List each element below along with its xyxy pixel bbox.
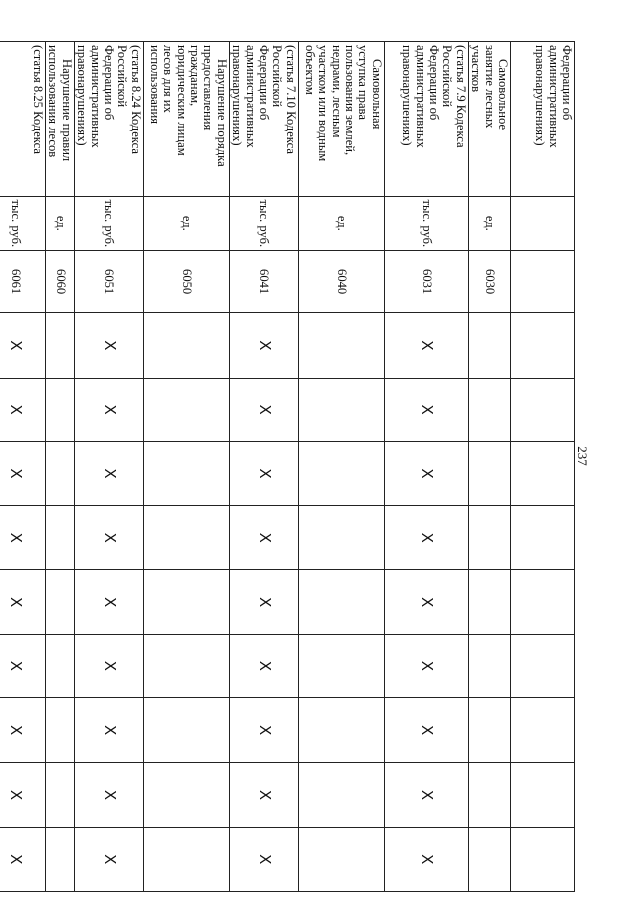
empty-cell: [45, 570, 74, 634]
x-mark-cell: [0, 441, 45, 505]
description-line: правонарушениях): [230, 45, 245, 146]
indicator-description: [511, 42, 575, 197]
empty-cell: [298, 570, 384, 634]
cell-value: X: [100, 404, 119, 415]
x-mark-cell: [74, 763, 143, 827]
cell-value: X: [418, 660, 437, 672]
table-row: [468, 42, 510, 892]
x-mark-cell: [384, 634, 468, 697]
x-mark-cell: [74, 378, 143, 441]
cell-value: X: [418, 596, 437, 608]
empty-cell: [143, 634, 229, 697]
description-line: гражданам,: [187, 45, 202, 107]
empty-cell: [468, 570, 510, 634]
empty-cell: [298, 313, 384, 378]
cell-value: X: [100, 532, 119, 543]
cell-value: X: [7, 404, 26, 415]
x-mark-cell: [384, 313, 468, 378]
description-line: (статья 7.10 Кодекса: [283, 45, 298, 154]
description-line: Федерации об: [426, 45, 441, 121]
empty-cell: [468, 441, 510, 505]
table-row: [143, 42, 229, 892]
description-line: Нарушение порядка: [214, 59, 229, 167]
empty-cell: [143, 698, 229, 763]
empty-cell: [298, 698, 384, 763]
x-mark-cell: [0, 634, 45, 697]
x-mark-cell: [384, 698, 468, 763]
x-mark-cell: [229, 441, 298, 505]
cell-value: X: [100, 468, 119, 479]
cell-value: X: [7, 854, 26, 865]
cell-value: X: [100, 660, 119, 672]
cell-value: X: [100, 596, 119, 608]
x-mark-cell: [0, 698, 45, 763]
x-mark-cell: [74, 313, 143, 378]
empty-cell: [468, 378, 510, 441]
description-line: Российской: [115, 45, 130, 108]
empty-cell: [511, 506, 575, 570]
cell-value: X: [100, 854, 119, 865]
empty-cell: [45, 763, 74, 827]
cell-value: X: [255, 596, 274, 608]
cell-value: X: [418, 725, 437, 736]
x-mark-cell: [384, 506, 468, 570]
cell-value: X: [7, 468, 26, 479]
x-mark-cell: [229, 763, 298, 827]
x-mark-cell: [229, 570, 298, 634]
page-number: 237: [575, 446, 590, 466]
description-line: правонарушениях): [533, 45, 548, 146]
x-mark-cell: [229, 313, 298, 378]
description-line: Федерации об: [101, 45, 116, 121]
empty-cell: [45, 506, 74, 570]
description-line: пользования землей,: [342, 45, 357, 156]
cell-value: X: [100, 340, 119, 351]
description-line: занятие лесных: [482, 45, 497, 129]
cell-value: X: [7, 660, 26, 672]
cell-value: X: [418, 532, 437, 543]
description-line: Федерации об: [256, 45, 271, 121]
description-line: использования лесов: [46, 45, 61, 158]
empty-cell: [511, 378, 575, 441]
cell-value: X: [418, 404, 437, 415]
x-mark-cell: [384, 378, 468, 441]
empty-cell: [45, 827, 74, 891]
statistics-table: [0, 41, 575, 892]
empty-cell: [298, 763, 384, 827]
indicator-description: [143, 42, 229, 197]
indicator-description: [0, 42, 45, 197]
indicator-description: [384, 42, 468, 197]
cell-value: X: [255, 854, 274, 865]
cell-value: X: [255, 725, 274, 736]
empty-cell: [468, 827, 510, 891]
description-line: административных: [243, 45, 258, 148]
description-line: Нарушение правил: [59, 59, 74, 162]
x-mark-cell: [74, 570, 143, 634]
empty-cell: [511, 827, 575, 891]
table-row: [229, 42, 298, 892]
empty-cell: [468, 313, 510, 378]
x-mark-cell: [0, 378, 45, 441]
description-line: использования: [147, 45, 162, 125]
unit-cell: тыс. руб.: [384, 196, 468, 250]
empty-cell: [511, 441, 575, 505]
empty-cell: [298, 441, 384, 505]
x-mark-cell: [74, 506, 143, 570]
empty-cell: [143, 763, 229, 827]
cell-value: X: [255, 660, 274, 672]
empty-cell: [298, 634, 384, 697]
row-code-cell: 6041: [229, 250, 298, 312]
description-line: административных: [88, 45, 103, 148]
empty-cell: [143, 378, 229, 441]
x-mark-cell: [0, 827, 45, 891]
empty-cell: [45, 441, 74, 505]
description-line: (статья 8.24 Кодекса: [128, 45, 143, 154]
row-code-cell: 6051: [74, 250, 143, 312]
empty-cell: [511, 570, 575, 634]
empty-cell: [511, 313, 575, 378]
empty-cell: [298, 827, 384, 891]
empty-cell: [298, 378, 384, 441]
indicator-description: [74, 42, 143, 197]
empty-cell: [511, 698, 575, 763]
table-row: [511, 42, 575, 892]
description-line: лесов для их: [161, 45, 176, 113]
empty-cell: [45, 634, 74, 697]
description-line: предоставления: [201, 45, 216, 131]
cell-value: X: [7, 340, 26, 351]
unit-cell: ед.: [45, 196, 74, 250]
description-line: объектом: [302, 45, 317, 95]
row-code-cell: 6050: [143, 250, 229, 312]
cell-value: X: [7, 789, 26, 801]
x-mark-cell: [229, 378, 298, 441]
unit-cell: тыс. руб.: [229, 196, 298, 250]
cell-value: X: [100, 789, 119, 801]
empty-cell: [511, 634, 575, 697]
indicator-description: [45, 42, 74, 197]
rotated-table-wrapper: [7, 41, 575, 892]
row-code-cell: 6040: [298, 250, 384, 312]
description-line: Российской: [440, 45, 455, 108]
description-line: (статья 7.9 Кодекса: [453, 45, 468, 148]
x-mark-cell: [74, 634, 143, 697]
indicator-description: [298, 42, 384, 197]
unit-cell: тыс. руб.: [74, 196, 143, 250]
x-mark-cell: [0, 763, 45, 827]
table-row: [45, 42, 74, 892]
x-mark-cell: [0, 570, 45, 634]
description-line: правонарушениях): [400, 45, 415, 146]
description-line: Российской: [270, 45, 285, 108]
cell-value: X: [7, 596, 26, 608]
x-mark-cell: [384, 763, 468, 827]
empty-cell: [468, 763, 510, 827]
cell-value: X: [255, 404, 274, 415]
cell-value: X: [255, 789, 274, 801]
description-line: юридическим лицам: [174, 45, 189, 156]
description-line: административных: [546, 45, 561, 148]
cell-value: X: [7, 532, 26, 543]
cell-value: X: [255, 340, 274, 351]
empty-cell: [143, 441, 229, 505]
x-mark-cell: [0, 313, 45, 378]
document-page: [7, 41, 575, 892]
empty-cell: [298, 506, 384, 570]
description-line: (статья 8.25 Кодекса: [30, 45, 45, 154]
cell-value: X: [7, 725, 26, 736]
empty-cell: [143, 827, 229, 891]
empty-cell: [45, 698, 74, 763]
cell-value: X: [255, 532, 274, 543]
unit-cell: ед.: [468, 196, 510, 250]
x-mark-cell: [74, 441, 143, 505]
row-code-cell: 6061: [0, 250, 45, 312]
x-mark-cell: [229, 506, 298, 570]
x-mark-cell: [74, 698, 143, 763]
empty-cell: [468, 698, 510, 763]
empty-cell: [468, 506, 510, 570]
row-code-cell: 6060: [45, 250, 74, 312]
description-line: Самовольное: [496, 59, 510, 131]
empty-cell: [468, 634, 510, 697]
row-code-cell: [511, 250, 575, 312]
cell-value: X: [418, 854, 437, 865]
description-line: Самовольная: [369, 59, 384, 130]
x-mark-cell: [384, 570, 468, 634]
description-line: административных: [413, 45, 428, 148]
description-line: правонарушениях): [75, 45, 90, 146]
description-line: уступка права: [356, 45, 371, 120]
cell-value: X: [100, 725, 119, 736]
unit-cell: [511, 196, 575, 250]
empty-cell: [143, 313, 229, 378]
empty-cell: [143, 570, 229, 634]
x-mark-cell: [229, 634, 298, 697]
cell-value: X: [418, 468, 437, 479]
description-line: участков: [469, 45, 484, 93]
empty-cell: [143, 506, 229, 570]
unit-cell: тыс. руб.: [0, 196, 45, 250]
x-mark-cell: [229, 827, 298, 891]
description-line: участком или водным: [316, 45, 331, 162]
indicator-description: [468, 42, 510, 197]
indicator-description: [229, 42, 298, 197]
row-code-cell: 6030: [468, 250, 510, 312]
cell-value: X: [418, 789, 437, 801]
table-row: [74, 42, 143, 892]
table-row: [298, 42, 384, 892]
unit-cell: ед.: [298, 196, 384, 250]
empty-cell: [511, 763, 575, 827]
x-mark-cell: [384, 441, 468, 505]
x-mark-cell: [0, 506, 45, 570]
description-line: недрами, лесным: [329, 45, 344, 138]
empty-cell: [45, 313, 74, 378]
cell-value: X: [255, 468, 274, 479]
x-mark-cell: [384, 827, 468, 891]
table-row: [0, 42, 45, 892]
unit-cell: ед.: [143, 196, 229, 250]
table-row: [384, 42, 468, 892]
empty-cell: [45, 378, 74, 441]
cell-value: X: [418, 340, 437, 351]
x-mark-cell: [74, 827, 143, 891]
description-line: Федерации об: [560, 45, 574, 121]
x-mark-cell: [229, 698, 298, 763]
row-code-cell: 6031: [384, 250, 468, 312]
